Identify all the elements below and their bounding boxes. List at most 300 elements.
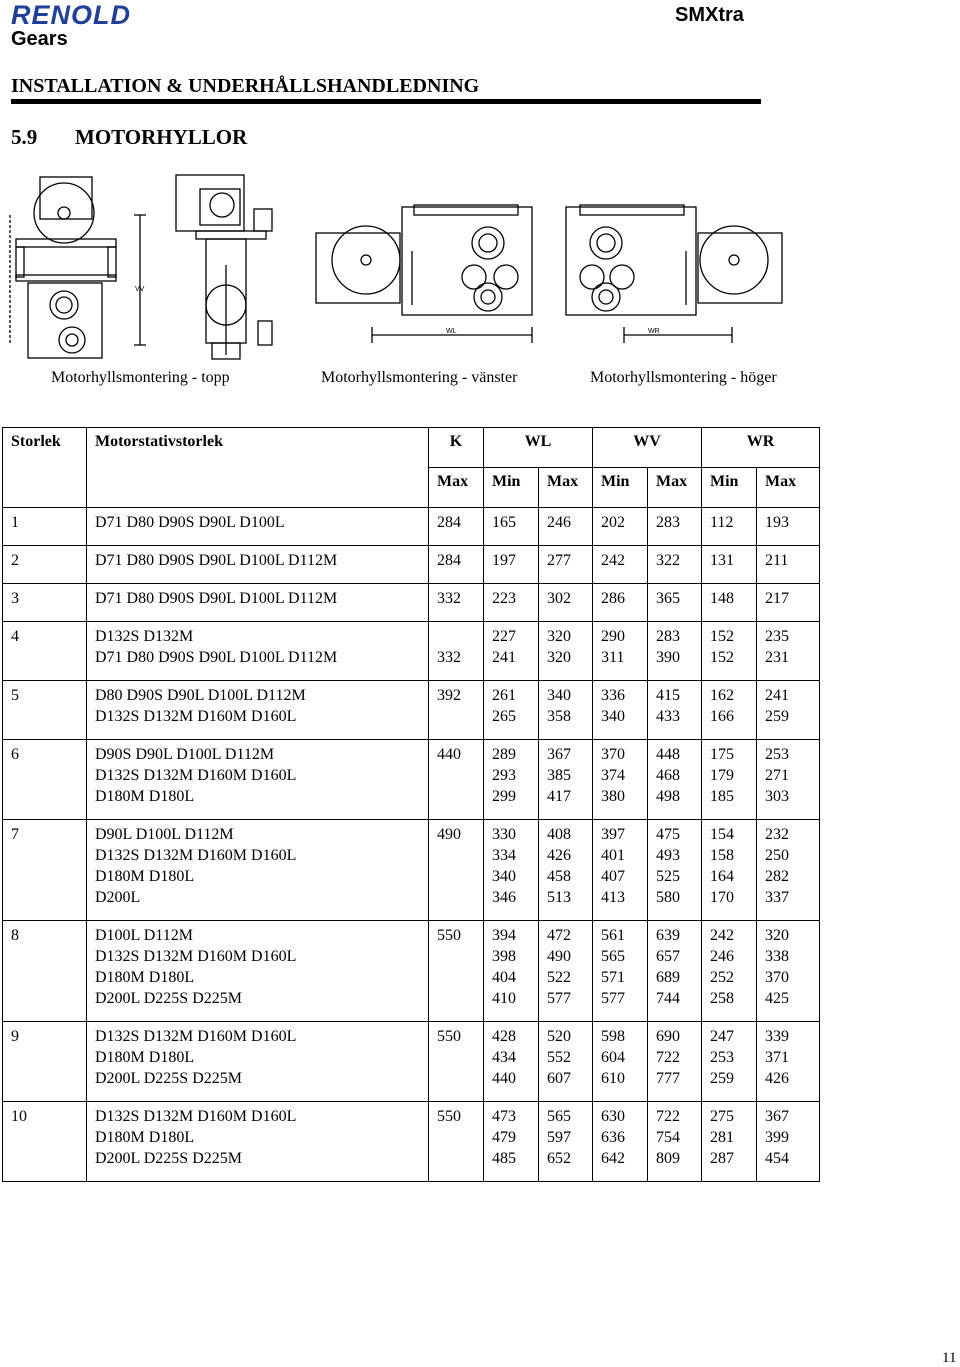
cell-line: D180M D180L [95,1049,195,1066]
wv-max-cell [648,681,702,740]
cell-line: D132S D132M [95,628,194,645]
cell-line: 290 [601,628,625,645]
cell-line: 197 [492,552,516,569]
cell-line: 689 [656,969,680,986]
cell-line: 401 [601,847,625,864]
wv-max-cell [648,820,702,921]
wl-min-cell [484,584,539,622]
cell-line: 303 [765,788,789,805]
cell-line: 426 [765,1070,789,1087]
table-row [3,622,820,681]
wv-max-cell [648,921,702,1022]
wr-max-cell [757,740,820,820]
cell-line: D200L D225S D225M [95,1150,242,1167]
cell-line: 275 [710,1108,734,1125]
cell-line: 550 [437,1028,461,1045]
cell-line: 636 [601,1129,625,1146]
cell-line: 158 [710,847,734,864]
cell-line: 415 [656,687,680,704]
cell-line: 246 [710,948,734,965]
motors-cell [87,921,429,1022]
wl-max-cell [539,546,593,584]
wv-max-cell [648,1022,702,1102]
cell-line: 338 [765,948,789,965]
cell-line: 571 [601,969,625,986]
cell-line: 690 [656,1028,680,1045]
cell-line: 630 [601,1108,625,1125]
section-title: MOTORHYLLOR [75,125,248,149]
cell-line: D200L D225S D225M [95,1070,242,1087]
cell-line: 454 [765,1150,789,1167]
cell-line: 259 [765,708,789,725]
cell-line: 340 [492,868,516,885]
cell-line: 458 [547,868,571,885]
wl-max-cell [539,508,593,546]
document-title: INSTALLATION & UNDERHÅLLSHANDLEDNING [11,75,480,97]
cell-line: 311 [601,649,625,666]
wr-min-cell [702,546,757,584]
cell-line: 242 [601,552,625,569]
table-row [3,681,820,740]
wr-min-cell [702,508,757,546]
cell-line: 330 [492,826,516,843]
size-cell: 7 [3,820,87,921]
cell-line: 426 [547,847,571,864]
table-row [3,740,820,820]
cell-line: D132S D132M D160M D160L [95,708,297,725]
wl-min-cell [484,1102,539,1182]
cell-line: 302 [547,590,571,607]
wv-max-cell [648,740,702,820]
k-cell [429,681,484,740]
k-cell [429,1102,484,1182]
cell-line: 165 [492,514,516,531]
cell-line: 525 [656,868,680,885]
cell-line: 227 [492,628,516,645]
motors-cell [87,584,429,622]
wl-max-cell [539,622,593,681]
cell-line: 258 [710,990,734,1007]
cell-line: 408 [547,826,571,843]
k-cell [429,921,484,1022]
cell-line: 241 [765,687,789,704]
cell-line: 371 [765,1049,789,1066]
k-cell [429,740,484,820]
cell-line: 642 [601,1150,625,1167]
motor-platform-dimension-table [2,427,820,1182]
cell-line: 289 [492,746,516,763]
col-header-size: Storlek [3,428,87,508]
drawing-right-mount [566,205,782,343]
k-cell [429,546,484,584]
wl-min-cell [484,622,539,681]
caption-left-mount: Motorhyllsmontering - vänster [321,369,518,386]
cell-line: 340 [601,708,625,725]
cell-line: 241 [492,649,516,666]
motors-cell [87,681,429,740]
cell-line: D200L [95,889,141,906]
cell-line: D200L D225S D225M [95,990,242,1007]
dimension-label-vv: VV [135,286,145,293]
cell-line: 404 [492,969,516,986]
cell-line: 380 [601,788,625,805]
cell-line: 370 [601,746,625,763]
cell-line: 170 [710,889,734,906]
wr-max-cell [757,546,820,584]
cell-line: 334 [492,847,516,864]
size-cell: 6 [3,740,87,820]
cell-line: 217 [765,590,789,607]
cell-line: 398 [492,948,516,965]
product-name: SMXtra [675,4,744,26]
cell-line: 754 [656,1129,680,1146]
cell-line: 598 [601,1028,625,1045]
subheader-wl-min: Min [484,468,539,508]
page-number: 11 [942,1350,957,1366]
cell-line: 550 [437,927,461,944]
table-row [3,820,820,921]
wl-min-cell [484,681,539,740]
cell-line: 235 [765,628,789,645]
motors-cell [87,740,429,820]
wl-min-cell [484,546,539,584]
cell-line: 287 [710,1150,734,1167]
motor-platform-drawings [0,165,960,370]
header-row-1 [3,428,820,468]
wl-min-cell [484,921,539,1022]
wl-max-cell [539,921,593,1022]
size-cell: 9 [3,1022,87,1102]
cell-line: D71 D80 D90S D90L D100L D112M [95,590,338,607]
cell-line: 175 [710,746,734,763]
wr-max-cell [757,622,820,681]
cell-line: 493 [656,847,680,864]
table-row [3,1102,820,1182]
motors-cell [87,820,429,921]
cell-line: 293 [492,767,516,784]
subheader-wr-min: Min [702,468,757,508]
cell-line: 385 [547,767,571,784]
subheader-wr-max: Max [757,468,820,508]
cell-line: 252 [710,969,734,986]
k-cell [429,1022,484,1102]
cell-line: 610 [601,1070,625,1087]
cell-line: D132S D132M D160M D160L [95,767,297,784]
cell-line: 490 [547,948,571,965]
cell-line: 417 [547,788,571,805]
cell-line: 652 [547,1150,571,1167]
cell-line: 131 [710,552,734,569]
cell-line: D132S D132M D160M D160L [95,948,297,965]
cell-line: 152 [710,649,734,666]
wr-min-cell [702,1102,757,1182]
cell-line: 259 [710,1070,734,1087]
cell-line: 322 [656,552,680,569]
table-head [3,428,820,508]
wl-max-cell [539,820,593,921]
cell-line: D180M D180L [95,1129,195,1146]
wv-max-cell [648,546,702,584]
cell-line: D180M D180L [95,788,195,805]
col-header-motor: Motorstativstorlek [87,428,429,508]
cell-line: D71 D80 D90S D90L D100L D112M [95,552,338,569]
wv-max-cell [648,584,702,622]
wr-max-cell [757,584,820,622]
cell-line: 604 [601,1049,625,1066]
cell-line: 440 [437,746,461,763]
cell-line: 513 [547,889,571,906]
wv-min-cell [593,622,648,681]
subheader-wl-max: Max [539,468,593,508]
wr-min-cell [702,622,757,681]
cell-line: 490 [437,826,461,843]
motors-cell [87,508,429,546]
cell-line: 561 [601,927,625,944]
cell-line: 320 [547,628,571,645]
wl-min-cell [484,740,539,820]
cell-line: 164 [710,868,734,885]
cell-line: D100L D112M [95,927,193,944]
section-number: 5.9 [11,125,38,149]
wl-min-cell [484,1022,539,1102]
cell-line: 154 [710,826,734,843]
cell-line: 425 [765,990,789,1007]
table-row [3,584,820,622]
wr-min-cell [702,820,757,921]
size-cell: 2 [3,546,87,584]
cell-line: 286 [601,590,625,607]
col-header-k: K [429,428,484,468]
cell-line: 744 [656,990,680,1007]
caption-right-mount: Motorhyllsmontering - höger [590,369,777,386]
wv-min-cell [593,508,648,546]
cell-line: 809 [656,1150,680,1167]
cell-line: 339 [765,1028,789,1045]
cell-line: D71 D80 D90S D90L D100L D112M [95,649,338,666]
cell-line: 283 [656,514,680,531]
cell-line: 284 [437,514,461,531]
subheader-wv-max: Max [648,468,702,508]
cell-line: 284 [437,552,461,569]
wr-min-cell [702,740,757,820]
cell-line: 722 [656,1049,680,1066]
k-cell [429,584,484,622]
cell-line: 607 [547,1070,571,1087]
cell-line: 397 [601,826,625,843]
motors-cell [87,1102,429,1182]
cell-line: 565 [601,948,625,965]
cell-line: 552 [547,1049,571,1066]
cell-line: 639 [656,927,680,944]
cell-line: 231 [765,649,789,666]
cell-line: 332 [437,649,461,666]
drawing-top-mount [10,175,272,359]
cell-line: D90L D100L D112M [95,826,234,843]
wr-max-cell [757,1102,820,1182]
cell-line: 332 [437,590,461,607]
cell-line: 211 [765,552,789,569]
section-heading [11,125,247,150]
cell-line: 337 [765,889,789,906]
cell-line: 242 [710,927,734,944]
wv-min-cell [593,921,648,1022]
subheader-wv-min: Min [593,468,648,508]
cell-line: 265 [492,708,516,725]
cell-line: 468 [656,767,680,784]
wv-min-cell [593,546,648,584]
wl-max-cell [539,1102,593,1182]
motors-cell [87,1022,429,1102]
wr-min-cell [702,681,757,740]
cell-line: 472 [547,927,571,944]
wr-max-cell [757,1022,820,1102]
wv-min-cell [593,820,648,921]
cell-line: 390 [656,649,680,666]
cell-line: 299 [492,788,516,805]
size-cell: 8 [3,921,87,1022]
cell-line: 320 [765,927,789,944]
cell-line: 580 [656,889,680,906]
wv-min-cell [593,1102,648,1182]
cell-line: 394 [492,927,516,944]
cell-line: 193 [765,514,789,531]
motors-cell [87,546,429,584]
drawing-left-mount [316,205,532,343]
cell-line: 336 [601,687,625,704]
size-cell: 10 [3,1102,87,1182]
wl-max-cell [539,1022,593,1102]
cell-line: 253 [765,746,789,763]
cell-line: 320 [547,649,571,666]
size-cell: 1 [3,508,87,546]
size-cell: 5 [3,681,87,740]
cell-line: 202 [601,514,625,531]
cell-line: 283 [656,628,680,645]
cell-line: 162 [710,687,734,704]
cell-line: 520 [547,1028,571,1045]
cell-line: D71 D80 D90S D90L D100L [95,514,285,531]
cell-line: 577 [547,990,571,1007]
cell-line: 434 [492,1049,516,1066]
cell-line: 410 [492,990,516,1007]
cell-line: 247 [710,1028,734,1045]
cell-line: 374 [601,767,625,784]
wr-min-cell [702,584,757,622]
cell-line: 232 [765,826,789,843]
cell-line: 577 [601,990,625,1007]
wr-min-cell [702,921,757,1022]
cell-line: 365 [656,590,680,607]
cell-line: 407 [601,868,625,885]
header-rule [11,99,761,104]
wv-min-cell [593,681,648,740]
wl-min-cell [484,820,539,921]
table-row [3,921,820,1022]
cell-line: D132S D132M D160M D160L [95,847,297,864]
k-cell [429,622,484,681]
cell-line: 413 [601,889,625,906]
cell-line: D132S D132M D160M D160L [95,1028,297,1045]
wl-max-cell [539,740,593,820]
col-header-wv: WV [593,428,702,468]
cell-line: D80 D90S D90L D100L D112M [95,687,306,704]
cell-line: 448 [656,746,680,763]
dimension-label-wl: WL [446,328,457,335]
col-header-wl: WL [484,428,593,468]
cell-line: 370 [765,969,789,986]
cell-line: 722 [656,1108,680,1125]
cell-line: 346 [492,889,516,906]
cell-line: 475 [656,826,680,843]
cell-line: 253 [710,1049,734,1066]
cell-line: 433 [656,708,680,725]
cell-line: 223 [492,590,516,607]
k-cell [429,820,484,921]
wv-max-cell [648,1102,702,1182]
wr-max-cell [757,820,820,921]
cell-line: 367 [765,1108,789,1125]
cell-line: 550 [437,1108,461,1125]
cell-line: D90S D90L D100L D112M [95,746,275,763]
table-row [3,546,820,584]
table-body [3,508,820,1182]
cell-line: 399 [765,1129,789,1146]
wl-min-cell [484,508,539,546]
cell-line: 479 [492,1129,516,1146]
wv-min-cell [593,1022,648,1102]
wr-max-cell [757,921,820,1022]
caption-top-mount: Motorhyllsmontering - topp [51,369,230,386]
cell-line: 597 [547,1129,571,1146]
cell-line: 367 [547,746,571,763]
cell-line: 522 [547,969,571,986]
cell-line: 485 [492,1150,516,1167]
cell-line: 440 [492,1070,516,1087]
k-cell [429,508,484,546]
cell-line: 428 [492,1028,516,1045]
wr-max-cell [757,681,820,740]
cell-line: 565 [547,1108,571,1125]
table-row [3,508,820,546]
cell-line: 392 [437,687,461,704]
cell-line: 271 [765,767,789,784]
cell-line: 281 [710,1129,734,1146]
cell-line: 148 [710,590,734,607]
cell-line: 152 [710,628,734,645]
wv-max-cell [648,508,702,546]
subheader-k-max: Max [429,468,484,508]
wr-max-cell [757,508,820,546]
table-row [3,1022,820,1102]
cell-line: 250 [765,847,789,864]
cell-line: 282 [765,868,789,885]
cell-line: 112 [710,514,734,531]
cell-line [437,626,479,647]
cell-line: D180M D180L [95,969,195,986]
brand-line: Gears [11,28,68,50]
motors-cell [87,622,429,681]
cell-line: D180M D180L [95,868,195,885]
cell-line: 473 [492,1108,516,1125]
cell-line: 261 [492,687,516,704]
cell-line: D132S D132M D160M D160L [95,1108,297,1125]
col-header-wr: WR [702,428,820,468]
cell-line: 179 [710,767,734,784]
cell-line: 166 [710,708,734,725]
cell-line: 358 [547,708,571,725]
cell-line: 340 [547,687,571,704]
cell-line: 498 [656,788,680,805]
